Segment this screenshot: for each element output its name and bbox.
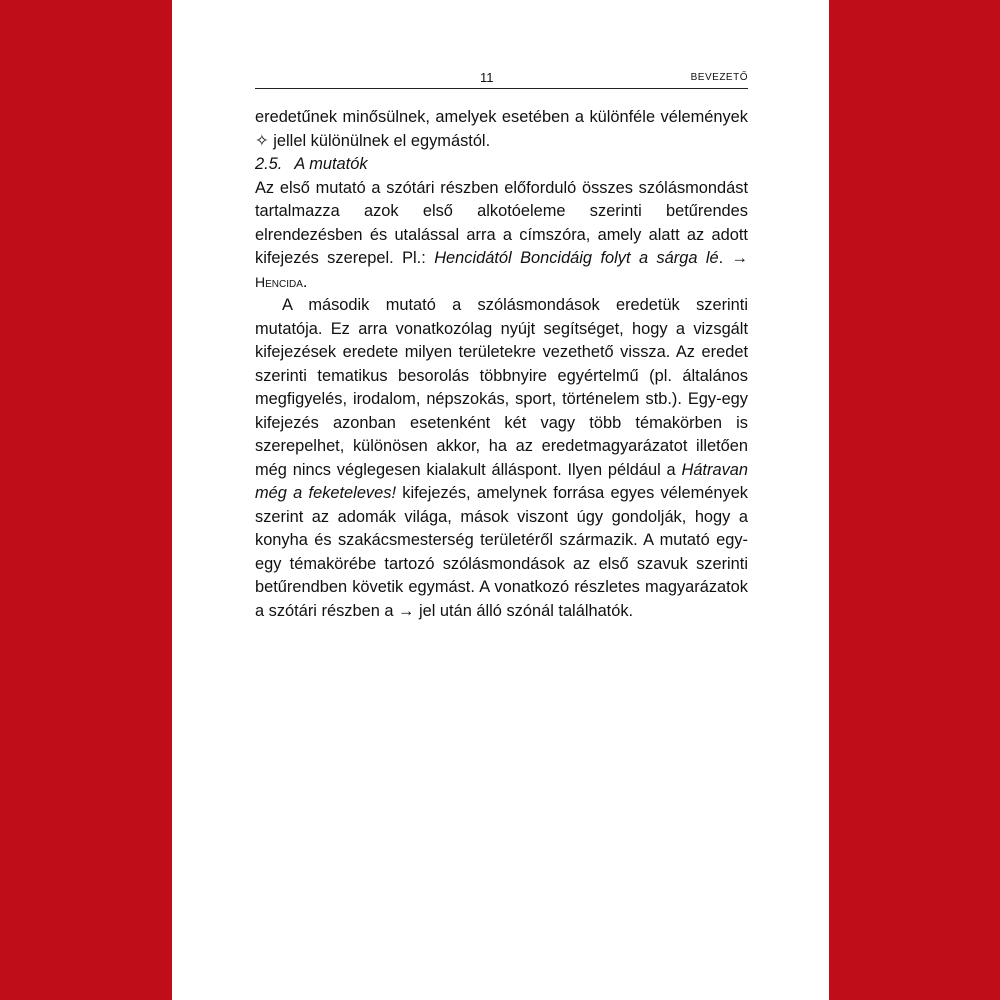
paragraph-text: kifejezés, amelynek forrása egyes vélemények szerint az adomák világa, mások viszont úgy gondolják, hogy a konyha és szakácsmesterség területéről származik. A mutató egy-egy témakörébe tartozó szólásmondások az első szavuk szerinti betűrendben követik egymást. A vonatkozó részletes magyarázatok a szótári részben a → jel után álló szónál találhatók.: [255, 484, 749, 620]
section-number: 2.5.: [255, 155, 283, 173]
paragraph-first-index: [255, 177, 748, 295]
headword-reference: Hencida: [255, 273, 303, 290]
paragraph-text: A második mutató a szólásmondások eredetük szerinti mutatója. Ez arra vonatkozólag nyújt segítséget, hogy a vizsgált kifejezések eredete milyen területekre vezethető vissza. Az eredet szerinti tematikus besorolás többnyire egyértelmű (pl. általános megfigyelés, irodalom, népszokás, sport, történelem stb.). Egy-egy kifejezés azonban esetenként két vagy több témakörben is szerepelhet, különösen akkor, ha az eredetmagyarázatot illetően még nincs véglegesen kialakult álláspont. Ilyen például a: [255, 296, 748, 479]
paragraph-second-index: [255, 294, 748, 623]
section-heading: [255, 153, 748, 177]
intro-paragraph: eredetűnek minősülnek, amelyek esetében a különféle vélemények ✧ jellel különülnek el egymástól.: [255, 108, 748, 150]
book-page: [172, 0, 829, 1000]
page-header: [255, 68, 748, 89]
example-phrase: Hencidától Boncidáig folyt a sárga lé: [434, 249, 719, 267]
page-number: 11: [480, 70, 494, 85]
paragraph-end: .: [302, 272, 308, 291]
page-body: [255, 106, 748, 623]
running-head: BEVEZETŐ: [690, 72, 748, 83]
section-title: A mutatók: [294, 155, 368, 173]
example-phrase: Hátravan még a feketeleves!: [255, 460, 748, 502]
paragraph-text: . →: [718, 249, 748, 267]
paragraph-text: Az első mutató a szótári részben előforduló összes szólásmondást tartalmazza azok első alkotóeleme szerinti betűrendes elrendezésben és utalással arra a címszóra, amely alatt az adott kifejezés szerepel. Pl.:: [255, 178, 748, 267]
